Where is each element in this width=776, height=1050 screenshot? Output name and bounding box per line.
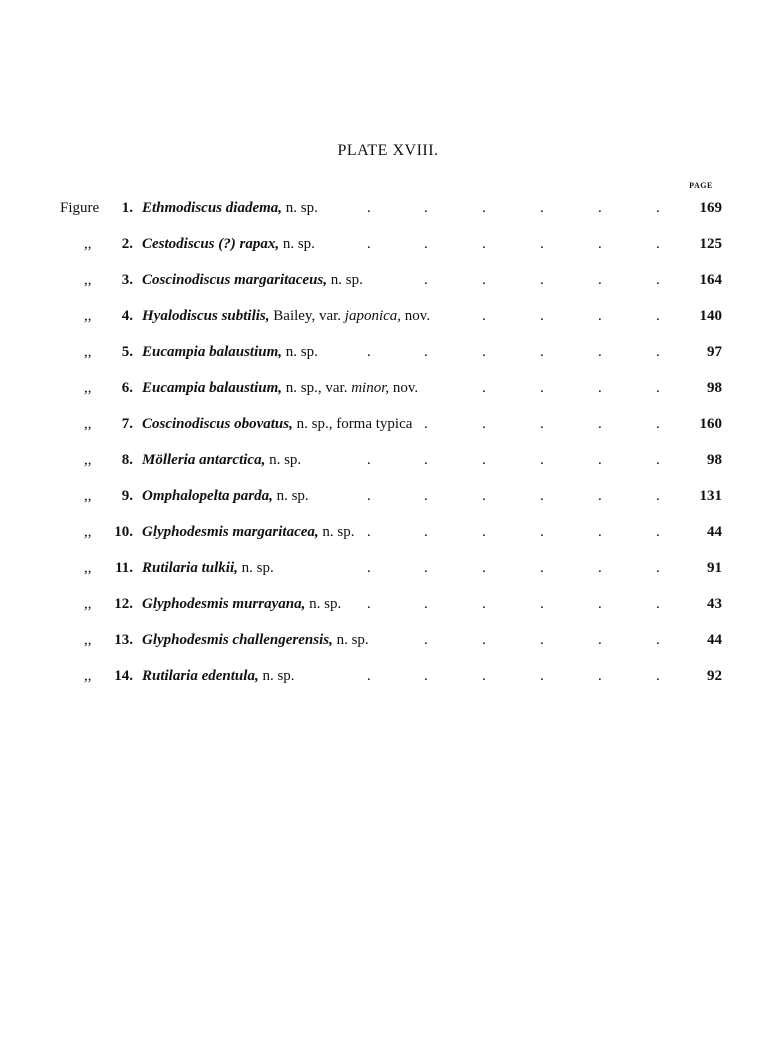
species-name: Glyphodesmis challengerensis, — [142, 632, 333, 648]
dot-leader: . — [540, 272, 544, 288]
dot-leader: . — [424, 272, 428, 288]
species-note: Bailey, var. — [269, 308, 345, 324]
list-item — [0, 521, 776, 543]
dot-leader: . — [598, 632, 602, 648]
dot-leader: . — [540, 236, 544, 252]
dot-leader: . — [482, 236, 486, 252]
figure-number: 2. — [121, 236, 133, 252]
dot-leader: . — [540, 308, 544, 324]
figure-prefix: ,, — [84, 344, 92, 360]
dot-leader: . — [540, 416, 544, 432]
species-name: Eucampia balaustium, — [142, 380, 283, 396]
list-item — [0, 377, 776, 399]
dot-leader: . — [598, 272, 602, 288]
dot-leader: . — [482, 344, 486, 360]
dot-leader: . — [482, 380, 486, 396]
species-note: n. sp. — [272, 488, 309, 504]
page-number: 44 — [707, 524, 722, 540]
figure-description — [142, 629, 369, 651]
dot-leader: . — [367, 560, 371, 576]
species-note: n. sp., var. — [282, 380, 352, 396]
species-name: Coscinodiscus obovatus, — [142, 416, 293, 432]
dot-leader: . — [656, 236, 660, 252]
dot-leader: . — [540, 200, 544, 216]
dot-leader: . — [540, 344, 544, 360]
page-number: 125 — [699, 236, 722, 252]
list-item — [0, 557, 776, 579]
figure-description — [142, 197, 318, 219]
dot-leader: . — [424, 416, 428, 432]
dot-leader: . — [424, 668, 428, 684]
species-name: Eucampia balaustium, — [142, 344, 283, 360]
dot-leader: . — [540, 524, 544, 540]
species-name: Glyphodesmis murrayana, — [142, 596, 306, 612]
species-name: Ethmodiscus diadema, — [142, 200, 283, 216]
list-item — [0, 593, 776, 615]
dot-leader: . — [482, 668, 486, 684]
figure-number: 3. — [121, 272, 133, 288]
list-item — [0, 485, 776, 507]
species-note: n. sp. — [327, 272, 363, 288]
dot-leader: . — [656, 488, 660, 504]
species-note: n. sp. — [237, 560, 274, 576]
variety-name: minor, — [351, 380, 390, 396]
figure-prefix: ,, — [84, 380, 92, 396]
list-item — [0, 341, 776, 363]
figure-description — [142, 593, 341, 615]
species-name: Hyalodiscus subtilis, — [142, 308, 270, 324]
dot-leader: . — [656, 272, 660, 288]
dot-leader: . — [598, 380, 602, 396]
figure-prefix: Figure — [60, 200, 100, 216]
figure-prefix: ,, — [84, 236, 92, 252]
figure-description — [142, 449, 301, 471]
page-number: 43 — [707, 596, 722, 612]
dot-leader: . — [598, 668, 602, 684]
figure-prefix: ,, — [84, 668, 92, 684]
list-item — [0, 305, 776, 327]
list-item — [0, 629, 776, 651]
dot-leader: . — [367, 524, 371, 540]
figure-description — [142, 557, 274, 579]
figure-description — [142, 341, 318, 363]
species-name: Rutilaria edentula, — [142, 668, 259, 684]
figure-prefix: ,, — [84, 308, 92, 324]
page-number: 91 — [707, 560, 722, 576]
dot-leader: . — [656, 452, 660, 468]
dot-leader: . — [482, 416, 486, 432]
figure-number: 5. — [121, 344, 133, 360]
dot-leader: . — [424, 344, 428, 360]
figure-number: 13. — [114, 632, 133, 648]
species-name: Mölleria antarctica, — [142, 452, 266, 468]
figure-prefix: ,, — [84, 596, 92, 612]
dot-leader: . — [656, 200, 660, 216]
dot-leader: . — [424, 200, 428, 216]
dot-leader: . — [540, 596, 544, 612]
dot-leader: . — [482, 596, 486, 612]
species-note: n. sp. — [318, 524, 355, 540]
list-item — [0, 233, 776, 255]
dot-leader: . — [367, 488, 371, 504]
figure-number: 10. — [114, 524, 133, 540]
figure-description — [142, 485, 309, 507]
figure-description — [142, 377, 418, 399]
figure-description — [142, 269, 363, 291]
dot-leader: . — [367, 344, 371, 360]
figure-number: 11. — [115, 560, 133, 576]
page-number: 169 — [699, 200, 722, 216]
figure-description — [142, 521, 355, 543]
figure-number: 12. — [114, 596, 133, 612]
figure-prefix: ,, — [84, 452, 92, 468]
dot-leader: . — [656, 560, 660, 576]
species-name: Cestodiscus (?) rapax, — [142, 236, 280, 252]
figure-number: 14. — [114, 668, 133, 684]
species-note: n. sp. — [282, 200, 318, 216]
dot-leader: . — [598, 344, 602, 360]
page-number: 98 — [707, 380, 722, 396]
list-item — [0, 413, 776, 435]
dot-leader: . — [598, 488, 602, 504]
dot-leader: . — [424, 236, 428, 252]
page-number: 92 — [707, 668, 722, 684]
variety-note: nov. — [401, 308, 431, 324]
dot-leader: . — [598, 524, 602, 540]
species-note: n. sp. — [282, 344, 318, 360]
species-name: Coscinodiscus margaritaceus, — [142, 272, 328, 288]
species-note: n. sp. — [279, 236, 315, 252]
dot-leader: . — [540, 452, 544, 468]
dot-leader: . — [656, 308, 660, 324]
dot-leader: . — [367, 668, 371, 684]
dot-leader: . — [367, 596, 371, 612]
dot-leader: . — [598, 452, 602, 468]
dot-leader: . — [482, 632, 486, 648]
figure-description — [142, 305, 430, 327]
dot-leader: . — [367, 236, 371, 252]
species-note: n. sp. — [332, 632, 369, 648]
species-name: Rutilaria tulkii, — [142, 560, 238, 576]
dot-leader: . — [540, 488, 544, 504]
species-note: n. sp. — [265, 452, 302, 468]
dot-leader: . — [656, 380, 660, 396]
figure-description — [142, 413, 412, 435]
dot-leader: . — [482, 272, 486, 288]
dot-leader: . — [482, 488, 486, 504]
dot-leader: . — [482, 452, 486, 468]
list-item — [0, 269, 776, 291]
page-number: 140 — [699, 308, 722, 324]
species-name: Glyphodesmis margaritacea, — [142, 524, 319, 540]
figure-prefix: ,, — [84, 416, 92, 432]
dot-leader: . — [424, 596, 428, 612]
dot-leader: . — [424, 488, 428, 504]
dot-leader: . — [540, 668, 544, 684]
variety-note: nov. — [389, 380, 419, 396]
dot-leader: . — [656, 596, 660, 612]
species-name: Omphalopelta parda, — [142, 488, 273, 504]
figure-prefix: ,, — [84, 632, 92, 648]
dot-leader: . — [598, 416, 602, 432]
page-number: 44 — [707, 632, 722, 648]
page-number: 131 — [699, 488, 722, 504]
dot-leader: . — [482, 524, 486, 540]
dot-leader: . — [367, 452, 371, 468]
variety-name: japonica, — [344, 308, 402, 324]
dot-leader: . — [424, 560, 428, 576]
figure-number: 1. — [121, 200, 133, 216]
figure-prefix: ,, — [84, 560, 92, 576]
dot-leader: . — [656, 632, 660, 648]
list-item — [0, 449, 776, 471]
dot-leader: . — [598, 560, 602, 576]
page-number: 98 — [707, 452, 722, 468]
figure-prefix: ,, — [84, 272, 92, 288]
figure-description — [142, 233, 315, 255]
dot-leader: . — [598, 596, 602, 612]
dot-leader: . — [482, 308, 486, 324]
page-column-header: PAGE — [689, 181, 713, 190]
page-number: 160 — [699, 416, 722, 432]
dot-leader: . — [424, 524, 428, 540]
dot-leader: . — [656, 344, 660, 360]
figure-number: 4. — [121, 308, 133, 324]
list-item — [0, 197, 776, 219]
page-title: PLATE XVIII. — [337, 142, 439, 159]
figure-number: 7. — [121, 416, 133, 432]
dot-leader: . — [656, 524, 660, 540]
dot-leader: . — [424, 452, 428, 468]
dot-leader: . — [598, 308, 602, 324]
dot-leader: . — [656, 416, 660, 432]
figure-prefix: ,, — [84, 524, 92, 540]
dot-leader: . — [540, 632, 544, 648]
species-note: n. sp. — [258, 668, 295, 684]
dot-leader: . — [367, 200, 371, 216]
page-number: 164 — [699, 272, 722, 288]
figure-prefix: ,, — [84, 488, 92, 504]
dot-leader: . — [424, 632, 428, 648]
page-number: 97 — [707, 344, 722, 360]
dot-leader: . — [540, 380, 544, 396]
dot-leader: . — [482, 200, 486, 216]
dot-leader: . — [540, 560, 544, 576]
species-note: n. sp. — [305, 596, 342, 612]
figure-number: 8. — [121, 452, 133, 468]
list-item — [0, 665, 776, 687]
dot-leader: . — [598, 200, 602, 216]
dot-leader: . — [598, 236, 602, 252]
dot-leader: . — [482, 560, 486, 576]
figure-number: 9. — [121, 488, 133, 504]
figure-description — [142, 665, 295, 687]
dot-leader: . — [656, 668, 660, 684]
figure-number: 6. — [121, 380, 133, 396]
species-note: n. sp., forma typica — [292, 416, 413, 432]
